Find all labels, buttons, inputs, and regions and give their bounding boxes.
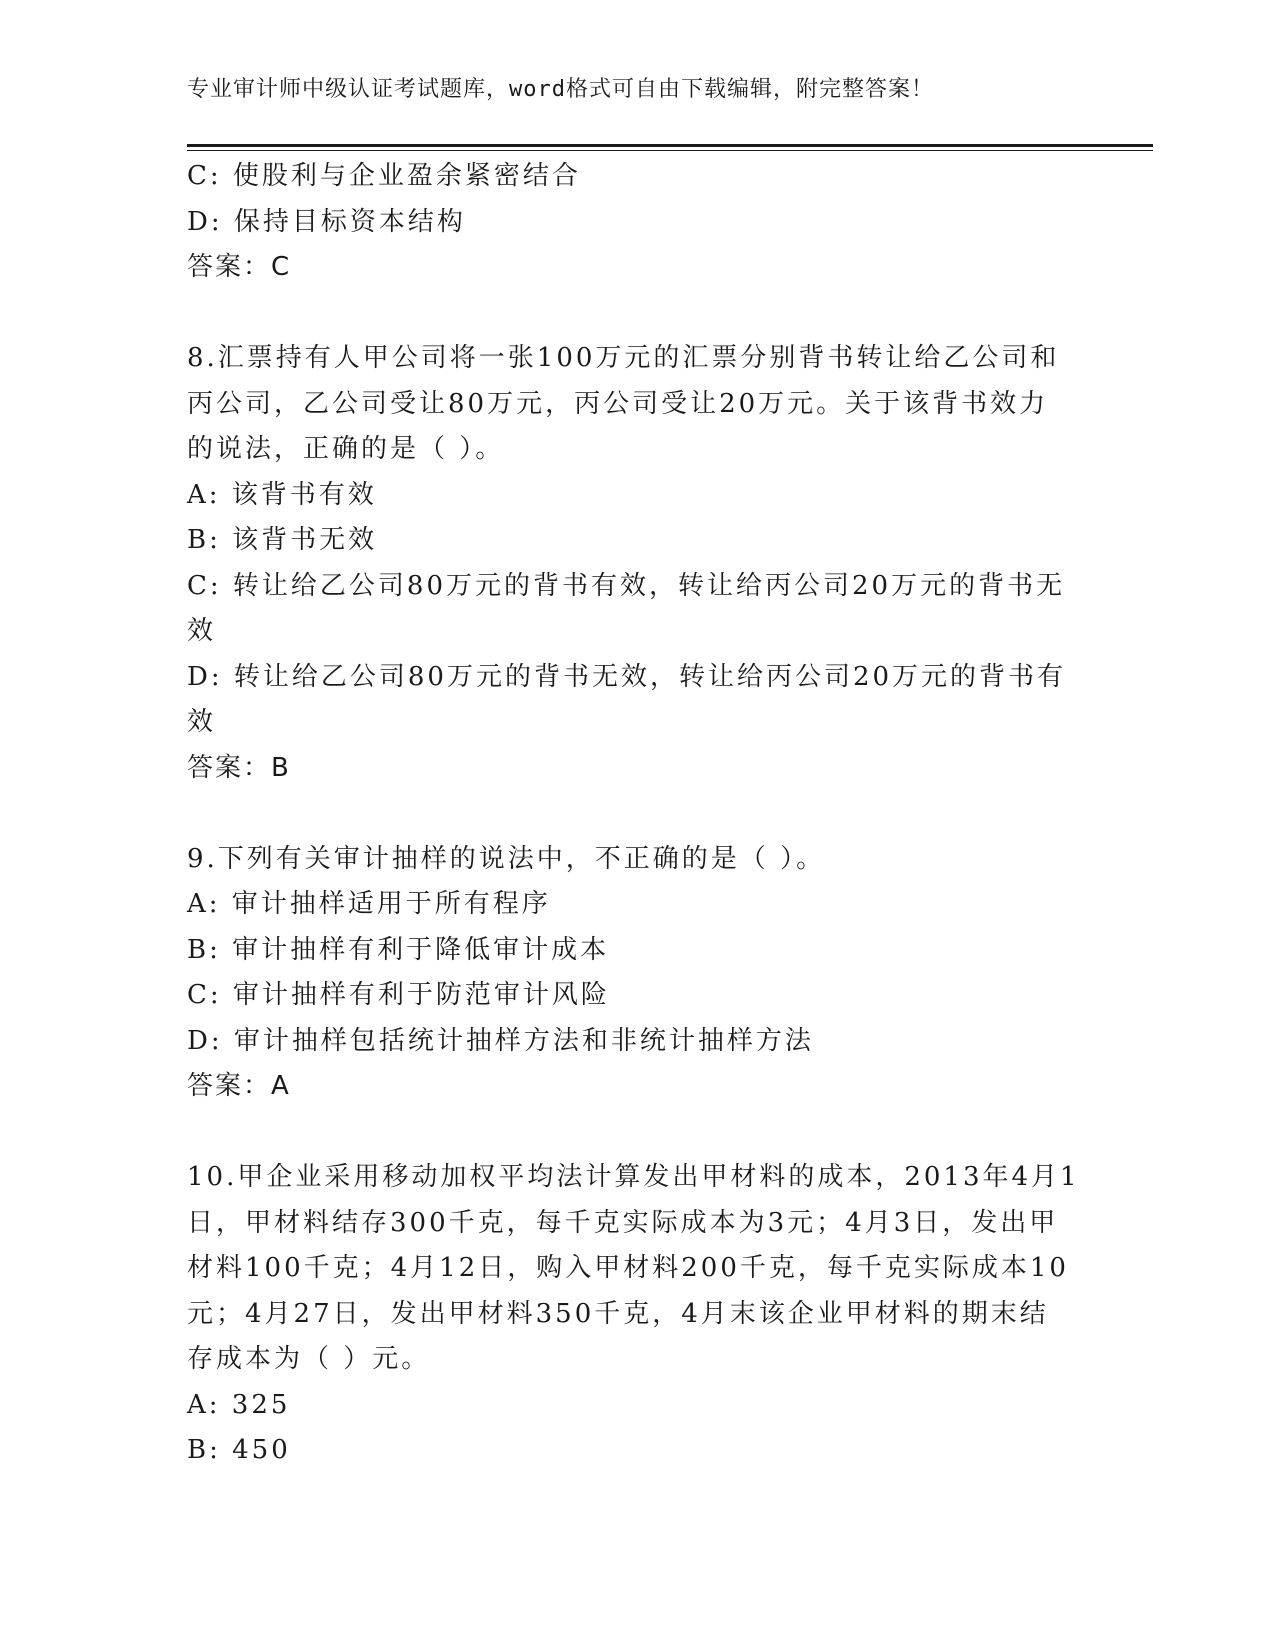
question-stem: 9.下列有关审计抽样的说法中，不正确的是（ ）。 [187, 843, 826, 874]
option-a: A: 325 [187, 1389, 291, 1420]
spacer [187, 291, 1087, 337]
answer: 答案：C [187, 252, 292, 282]
question-9 [187, 837, 1087, 1110]
option-a: A: 审计抽样适用于所有程序 [187, 889, 551, 919]
option-d: D: 审计抽样包括统计抽样方法和非统计抽样方法 [187, 1025, 814, 1056]
question-stem: 元；4月27日，发出甲材料350千克，4月末该企业甲材料的期末结 [187, 1298, 1049, 1329]
question-body [187, 154, 1087, 1474]
header-rule-thick [187, 144, 1153, 147]
question-stem: 材料100千克；4月12日，购入甲材料200千克，每千克实际成本10 [187, 1253, 1069, 1283]
option-c-continued: 效 [187, 616, 217, 646]
question-stem: 10.甲企业采用移动加权平均法计算发出甲材料的成本，2013年4月1 [187, 1162, 1080, 1192]
option-a: A: 该背书有效 [187, 479, 377, 510]
question-stem: 的说法，正确的是（ ）。 [187, 434, 505, 464]
spacer [187, 1110, 1087, 1156]
option-d: D: 保持目标资本结构 [187, 206, 466, 237]
question-stem: 存成本为（ ）元。 [187, 1344, 431, 1374]
question-7-tail [187, 154, 1087, 291]
page-header: 专业审计师中级认证考试题库，word格式可自由下载编辑，附完整答案！ [187, 77, 934, 102]
option-c: C: 使股利与企业盈余紧密结合 [187, 161, 581, 191]
option-b: B: 该背书无效 [187, 525, 378, 555]
option-d-continued: 效 [187, 707, 217, 737]
answer: 答案：B [187, 752, 291, 783]
option-c: C: 转让给乙公司80万元的背书有效，转让给丙公司20万元的背书无 [187, 570, 1066, 601]
question-stem: 日，甲材料结存300千克，每千克实际成本为3元；4月3日，发出甲 [187, 1207, 1059, 1238]
option-b: B: 450 [187, 1435, 291, 1465]
option-b: B: 审计抽样有利于降低审计成本 [187, 934, 610, 965]
header-rule-thin [187, 150, 1153, 151]
question-stem: 丙公司，乙公司受让80万元，丙公司受让20万元。关于该背书效力 [187, 388, 1049, 419]
option-c: C: 审计抽样有利于防范审计风险 [187, 980, 610, 1010]
spacer [187, 791, 1087, 837]
question-10 [187, 1155, 1087, 1474]
option-d: D: 转让给乙公司80万元的背书无效，转让给丙公司20万元的背书有 [187, 661, 1067, 692]
answer: 答案：A [187, 1071, 291, 1101]
question-stem: 8.汇票持有人甲公司将一张100万元的汇票分别背书转让给乙公司和 [187, 343, 1060, 373]
question-8 [187, 336, 1087, 791]
